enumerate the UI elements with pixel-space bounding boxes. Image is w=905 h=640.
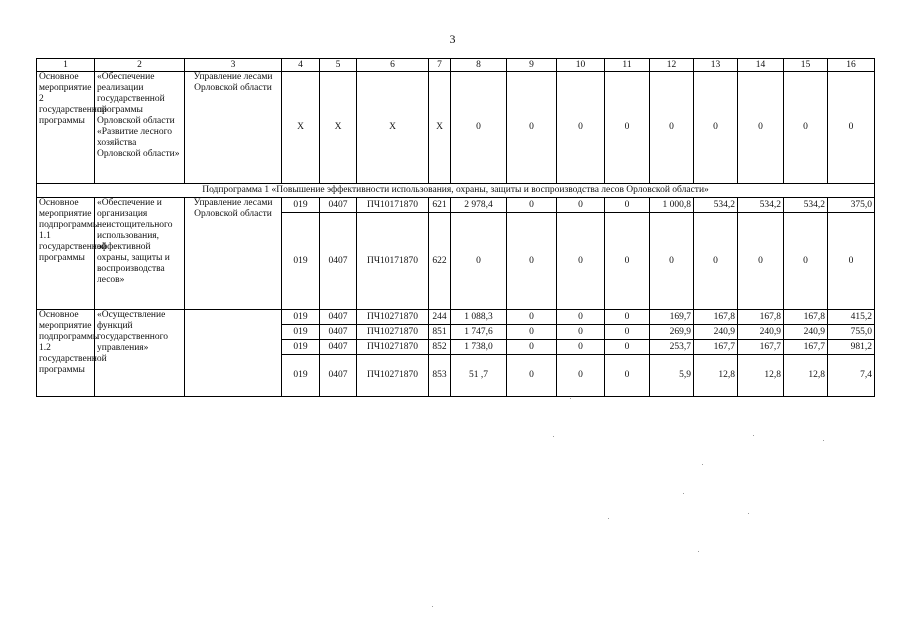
value-cell: 0 bbox=[557, 355, 605, 397]
value-cell: 1 738,0 bbox=[451, 340, 507, 355]
scan-speck bbox=[432, 606, 433, 607]
measure-title-cell: «Осуществление функций государственного управления» bbox=[95, 310, 185, 397]
value-cell: 019 bbox=[282, 213, 320, 310]
value-cell: 755,0 bbox=[828, 325, 875, 340]
value-cell: 0 bbox=[507, 213, 557, 310]
scan-speck bbox=[570, 398, 571, 399]
value-cell: 0407 bbox=[320, 213, 357, 310]
value-cell: 0 bbox=[828, 72, 875, 184]
scan-speck bbox=[608, 518, 609, 519]
value-cell: 12,8 bbox=[694, 355, 738, 397]
value-cell: 415,2 bbox=[828, 310, 875, 325]
value-cell: ПЧ10271870 bbox=[357, 355, 429, 397]
value-cell: 51 ,7 bbox=[451, 355, 507, 397]
header-cell: 8 bbox=[451, 59, 507, 72]
measure-name-cell: Основное мероприятие подпрограммы 1.2 государственной программы bbox=[37, 310, 95, 397]
value-cell: 534,2 bbox=[738, 198, 784, 213]
value-cell: 0 bbox=[557, 72, 605, 184]
value-cell: 981,2 bbox=[828, 340, 875, 355]
value-cell: ПЧ10271870 bbox=[357, 325, 429, 340]
value-cell: 0 bbox=[828, 213, 875, 310]
header-cell: 16 bbox=[828, 59, 875, 72]
executor-cell: Управление лесами Орловской области bbox=[185, 72, 282, 184]
value-cell: ПЧ10271870 bbox=[357, 340, 429, 355]
header-row bbox=[37, 59, 875, 72]
value-cell: 167,8 bbox=[738, 310, 784, 325]
header-cell: 11 bbox=[605, 59, 650, 72]
measure-name-cell: Основное мероприятие подпрограммы 1.1 государственной программы bbox=[37, 198, 95, 310]
value-cell: 375,0 bbox=[828, 198, 875, 213]
measure-name-cell: Основное мероприятие 2 государственной программы bbox=[37, 72, 95, 184]
measure-title-cell: «Обеспечение и организация неистощительного использования, эффективной охраны, защиты и воспроизводства лесов» bbox=[95, 198, 185, 310]
value-cell: 0 bbox=[738, 213, 784, 310]
value-cell: 240,9 bbox=[784, 325, 828, 340]
value-cell: 167,7 bbox=[784, 340, 828, 355]
value-cell: 0 bbox=[507, 325, 557, 340]
value-cell: 169,7 bbox=[650, 310, 694, 325]
scan-speck bbox=[753, 435, 754, 436]
page-number: 3 bbox=[449, 32, 456, 46]
value-cell: 0407 bbox=[320, 310, 357, 325]
header-cell: 7 bbox=[429, 59, 451, 72]
value-cell: 0 bbox=[557, 213, 605, 310]
value-cell: 852 bbox=[429, 340, 451, 355]
measure-title-cell: «Обеспечение реализации государственной программы Орловской области «Развитие лесного хозяйства Орловской области» bbox=[95, 72, 185, 184]
header-cell: 4 bbox=[282, 59, 320, 72]
value-cell: ПЧ10171870 bbox=[357, 198, 429, 213]
scan-speck bbox=[702, 464, 703, 465]
value-cell: 0 bbox=[507, 72, 557, 184]
value-cell: 0 bbox=[784, 72, 828, 184]
value-cell: 0 bbox=[605, 198, 650, 213]
value-cell: 240,9 bbox=[738, 325, 784, 340]
value-cell: Х bbox=[320, 72, 357, 184]
value-cell: 1 747,6 bbox=[451, 325, 507, 340]
value-cell: 167,8 bbox=[784, 310, 828, 325]
value-cell: 0 bbox=[694, 72, 738, 184]
value-cell: 0 bbox=[605, 340, 650, 355]
subprogram-title: Подпрограмма 1 «Повышение эффективности использования, охраны, защиты и воспроизводства лесов Орловской области» bbox=[37, 184, 875, 198]
value-cell: 0407 bbox=[320, 198, 357, 213]
value-cell: 534,2 bbox=[694, 198, 738, 213]
value-cell: ПЧ10271870 bbox=[357, 310, 429, 325]
header-cell: 5 bbox=[320, 59, 357, 72]
value-cell: 12,8 bbox=[784, 355, 828, 397]
scan-speck bbox=[748, 513, 749, 514]
value-cell: 0 bbox=[557, 325, 605, 340]
value-cell: 244 bbox=[429, 310, 451, 325]
value-cell: 0 bbox=[451, 213, 507, 310]
value-cell: 0 bbox=[650, 213, 694, 310]
value-cell: 0407 bbox=[320, 340, 357, 355]
value-cell: 7,4 bbox=[828, 355, 875, 397]
scan-speck bbox=[823, 440, 824, 441]
header-cell: 2 bbox=[95, 59, 185, 72]
value-cell: 0 bbox=[557, 198, 605, 213]
header-cell: 1 bbox=[37, 59, 95, 72]
value-cell: 0 bbox=[784, 213, 828, 310]
value-cell: 167,7 bbox=[738, 340, 784, 355]
value-cell: 0 bbox=[605, 72, 650, 184]
value-cell: Х bbox=[357, 72, 429, 184]
value-cell: 0 bbox=[507, 310, 557, 325]
value-cell: 0 bbox=[507, 198, 557, 213]
value-cell: 0 bbox=[451, 72, 507, 184]
executor-cell bbox=[185, 310, 282, 397]
value-cell: 0 bbox=[738, 72, 784, 184]
value-cell: 534,2 bbox=[784, 198, 828, 213]
value-cell: 12,8 bbox=[738, 355, 784, 397]
financing-table bbox=[36, 58, 875, 397]
header-cell: 3 bbox=[185, 59, 282, 72]
scan-speck bbox=[683, 493, 684, 494]
table-row bbox=[37, 198, 875, 213]
value-cell: 240,9 bbox=[694, 325, 738, 340]
value-cell: 1 000,8 bbox=[650, 198, 694, 213]
value-cell: 019 bbox=[282, 198, 320, 213]
header-cell: 14 bbox=[738, 59, 784, 72]
header-cell: 13 bbox=[694, 59, 738, 72]
value-cell: 0 bbox=[557, 310, 605, 325]
value-cell: 0 bbox=[605, 355, 650, 397]
value-cell: 0 bbox=[650, 72, 694, 184]
header-cell: 15 bbox=[784, 59, 828, 72]
value-cell: 253,7 bbox=[650, 340, 694, 355]
scan-speck bbox=[698, 551, 699, 552]
value-cell: 167,7 bbox=[694, 340, 738, 355]
table-row bbox=[37, 72, 875, 184]
value-cell: 5,9 bbox=[650, 355, 694, 397]
value-cell: 019 bbox=[282, 355, 320, 397]
value-cell: 2 978,4 bbox=[451, 198, 507, 213]
header-cell: 10 bbox=[557, 59, 605, 72]
executor-cell: Управление лесами Орловской области bbox=[185, 198, 282, 310]
value-cell: 019 bbox=[282, 310, 320, 325]
value-cell: 621 bbox=[429, 198, 451, 213]
value-cell: Х bbox=[429, 72, 451, 184]
value-cell: 167,8 bbox=[694, 310, 738, 325]
value-cell: 0 bbox=[507, 355, 557, 397]
header-cell: 12 bbox=[650, 59, 694, 72]
value-cell: 0 bbox=[605, 325, 650, 340]
value-cell: 0 bbox=[557, 340, 605, 355]
value-cell: 622 bbox=[429, 213, 451, 310]
header-cell: 9 bbox=[507, 59, 557, 72]
value-cell: 0407 bbox=[320, 355, 357, 397]
value-cell: 0 bbox=[694, 213, 738, 310]
value-cell: 0 bbox=[605, 310, 650, 325]
value-cell: 0407 bbox=[320, 325, 357, 340]
value-cell: 0 bbox=[507, 340, 557, 355]
scan-speck bbox=[553, 436, 554, 437]
value-cell: ПЧ10171870 bbox=[357, 213, 429, 310]
value-cell: 851 bbox=[429, 325, 451, 340]
value-cell: 269,9 bbox=[650, 325, 694, 340]
value-cell: Х bbox=[282, 72, 320, 184]
value-cell: 1 088,3 bbox=[451, 310, 507, 325]
value-cell: 853 bbox=[429, 355, 451, 397]
header-cell: 6 bbox=[357, 59, 429, 72]
value-cell: 019 bbox=[282, 340, 320, 355]
value-cell: 0 bbox=[605, 213, 650, 310]
value-cell: 019 bbox=[282, 325, 320, 340]
table-row bbox=[37, 310, 875, 325]
subprogram-row bbox=[37, 184, 875, 198]
